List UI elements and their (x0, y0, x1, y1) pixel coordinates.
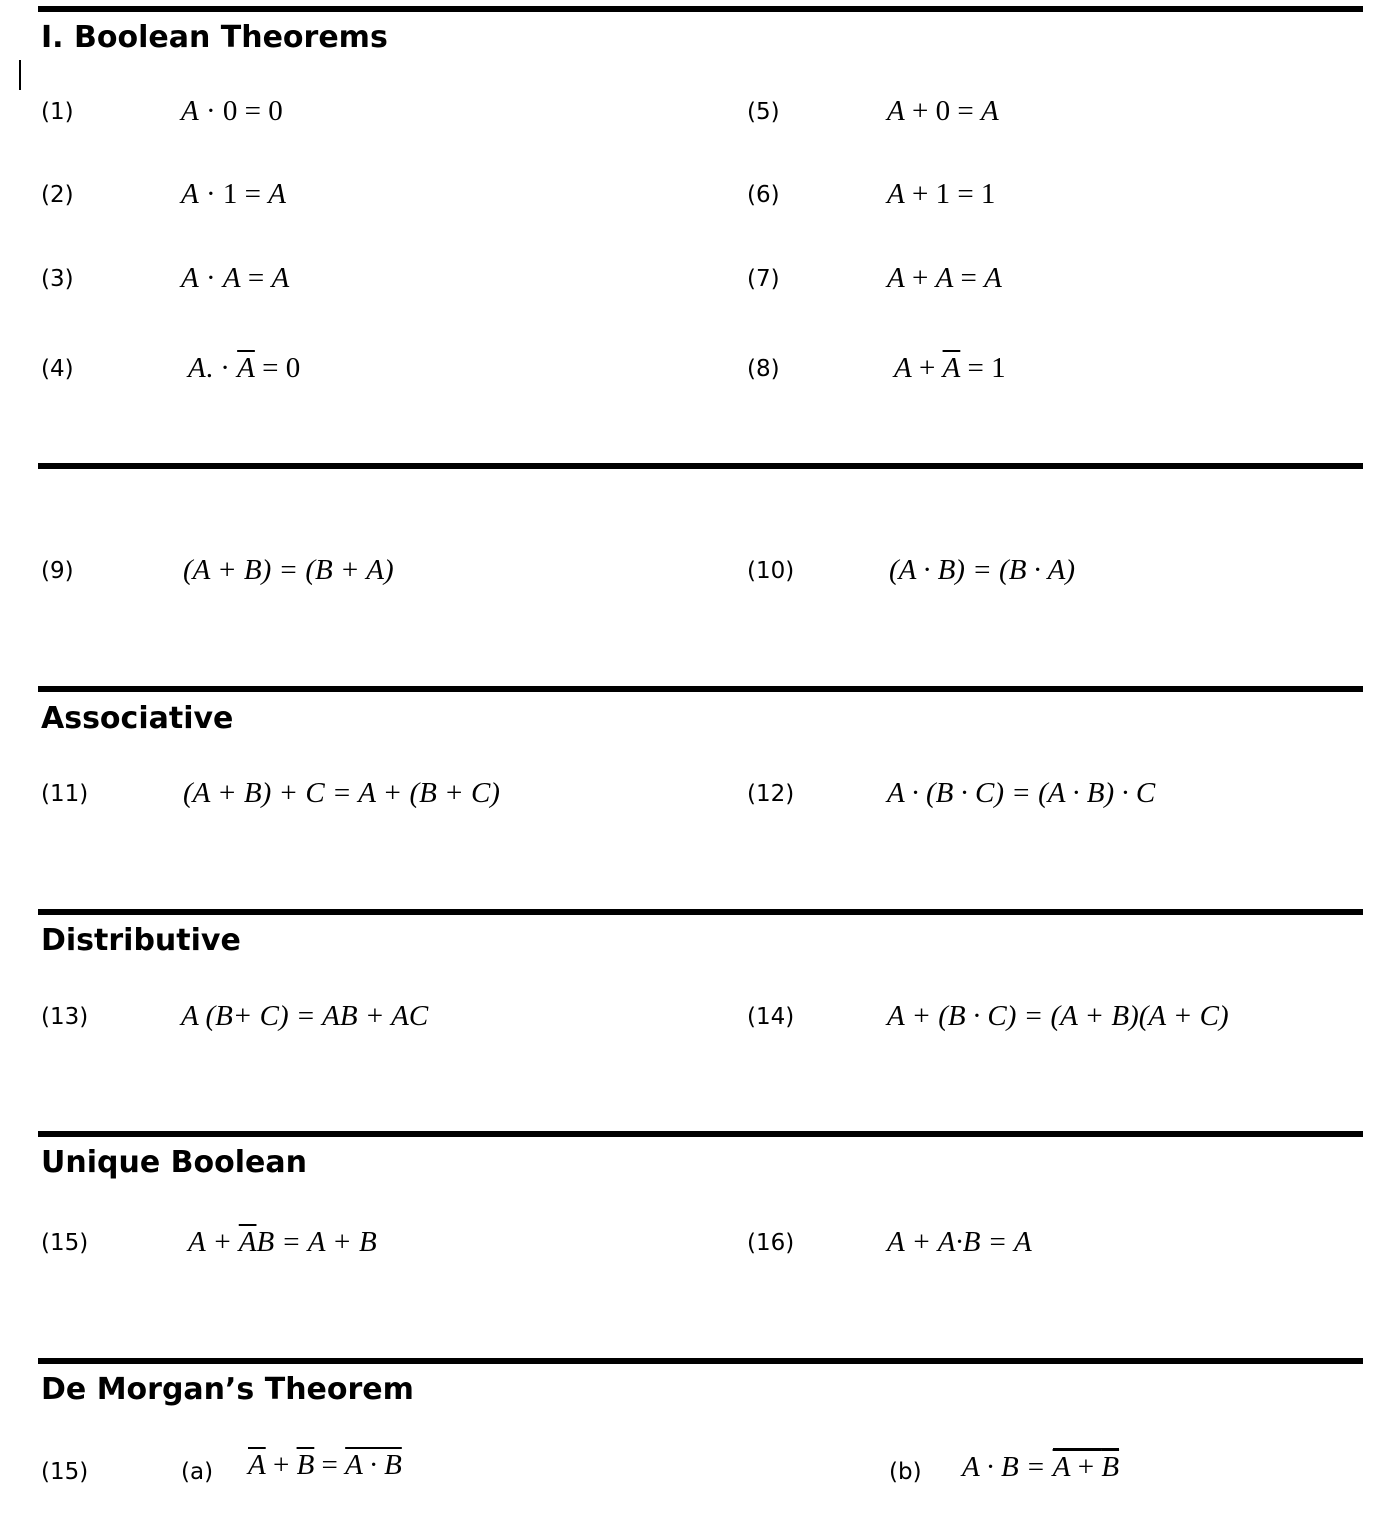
theorem-equation-15: $A + \overline{A}B = A + B$ (188, 1226, 377, 1258)
theorem-equation-10: (A · B) = (B · A) (889, 554, 1076, 586)
theorem-number-1: (1) (41, 99, 74, 125)
theorem-equation-16: A + A·B = A (887, 1226, 1032, 1258)
theorem-equation-11: (A + B) + C = A + (B + C) (183, 777, 500, 809)
section-divider-2 (38, 463, 1363, 469)
theorem-number-11: (11) (41, 781, 89, 807)
theorem-number-4: (4) (41, 356, 74, 382)
section-divider-5 (38, 1131, 1363, 1137)
theorem-equation-2: A · 1 = A (181, 178, 286, 210)
theorem-equation-7: A + A = A (887, 262, 1002, 294)
theorem-equation-13: A (B+ C) = AB + AC (181, 1000, 429, 1032)
theorem-number-13: (13) (41, 1004, 89, 1030)
theorem-equation-6: A + 1 = 1 (887, 178, 996, 210)
theorem-number-9: (9) (41, 558, 74, 584)
theorem-number-de-morgan: (15) (41, 1459, 89, 1485)
theorem-equation-12: A · (B · C) = (A · B) · C (887, 777, 1156, 809)
heading-de-morgan: De Morgan’s Theorem (41, 1372, 414, 1407)
de-morgan-part-b-label: (b) (889, 1459, 922, 1485)
theorem-number-14: (14) (747, 1004, 795, 1030)
de-morgan-equation-a: $\overline{A} + \overline{B} = A \cdot B$ (248, 1449, 402, 1481)
section-divider-top (38, 6, 1363, 12)
theorem-number-16: (16) (747, 1230, 795, 1256)
theorem-equation-14: A + (B · C) = (A + B)(A + C) (887, 1000, 1229, 1032)
theorem-number-8: (8) (747, 356, 780, 382)
theorem-number-2: (2) (41, 182, 74, 208)
theorem-equation-9: (A + B) = (B + A) (183, 554, 394, 586)
theorem-number-15: (15) (41, 1230, 89, 1256)
de-morgan-equation-b: A · B = A + B (962, 1448, 1119, 1484)
theorem-equation-1: A · 0 = 0 (181, 95, 283, 127)
theorem-equation-8: $A + \overline{A} = 1$ (894, 352, 1006, 384)
theorem-number-5: (5) (747, 99, 780, 125)
theorem-equation-4: A. · $\overline{A} = 0$ (188, 352, 301, 384)
heading-distributive: Distributive (41, 923, 241, 958)
heading-associative: Associative (41, 701, 234, 736)
section-divider-3 (38, 686, 1363, 692)
de-morgan-part-a-label: (a) (181, 1459, 214, 1485)
section-divider-6 (38, 1358, 1363, 1364)
theorem-number-12: (12) (747, 781, 795, 807)
theorem-number-6: (6) (747, 182, 780, 208)
theorem-number-7: (7) (747, 266, 780, 292)
heading-boolean-theorems: I. Boolean Theorems (41, 20, 388, 55)
theorem-equation-5: A + 0 = A (887, 95, 999, 127)
heading-unique-boolean: Unique Boolean (41, 1145, 307, 1180)
theorem-number-3: (3) (41, 266, 74, 292)
theorem-equation-3: A · A = A (181, 262, 290, 294)
text-cursor (19, 60, 21, 90)
theorem-number-10: (10) (747, 558, 795, 584)
section-divider-4 (38, 909, 1363, 915)
